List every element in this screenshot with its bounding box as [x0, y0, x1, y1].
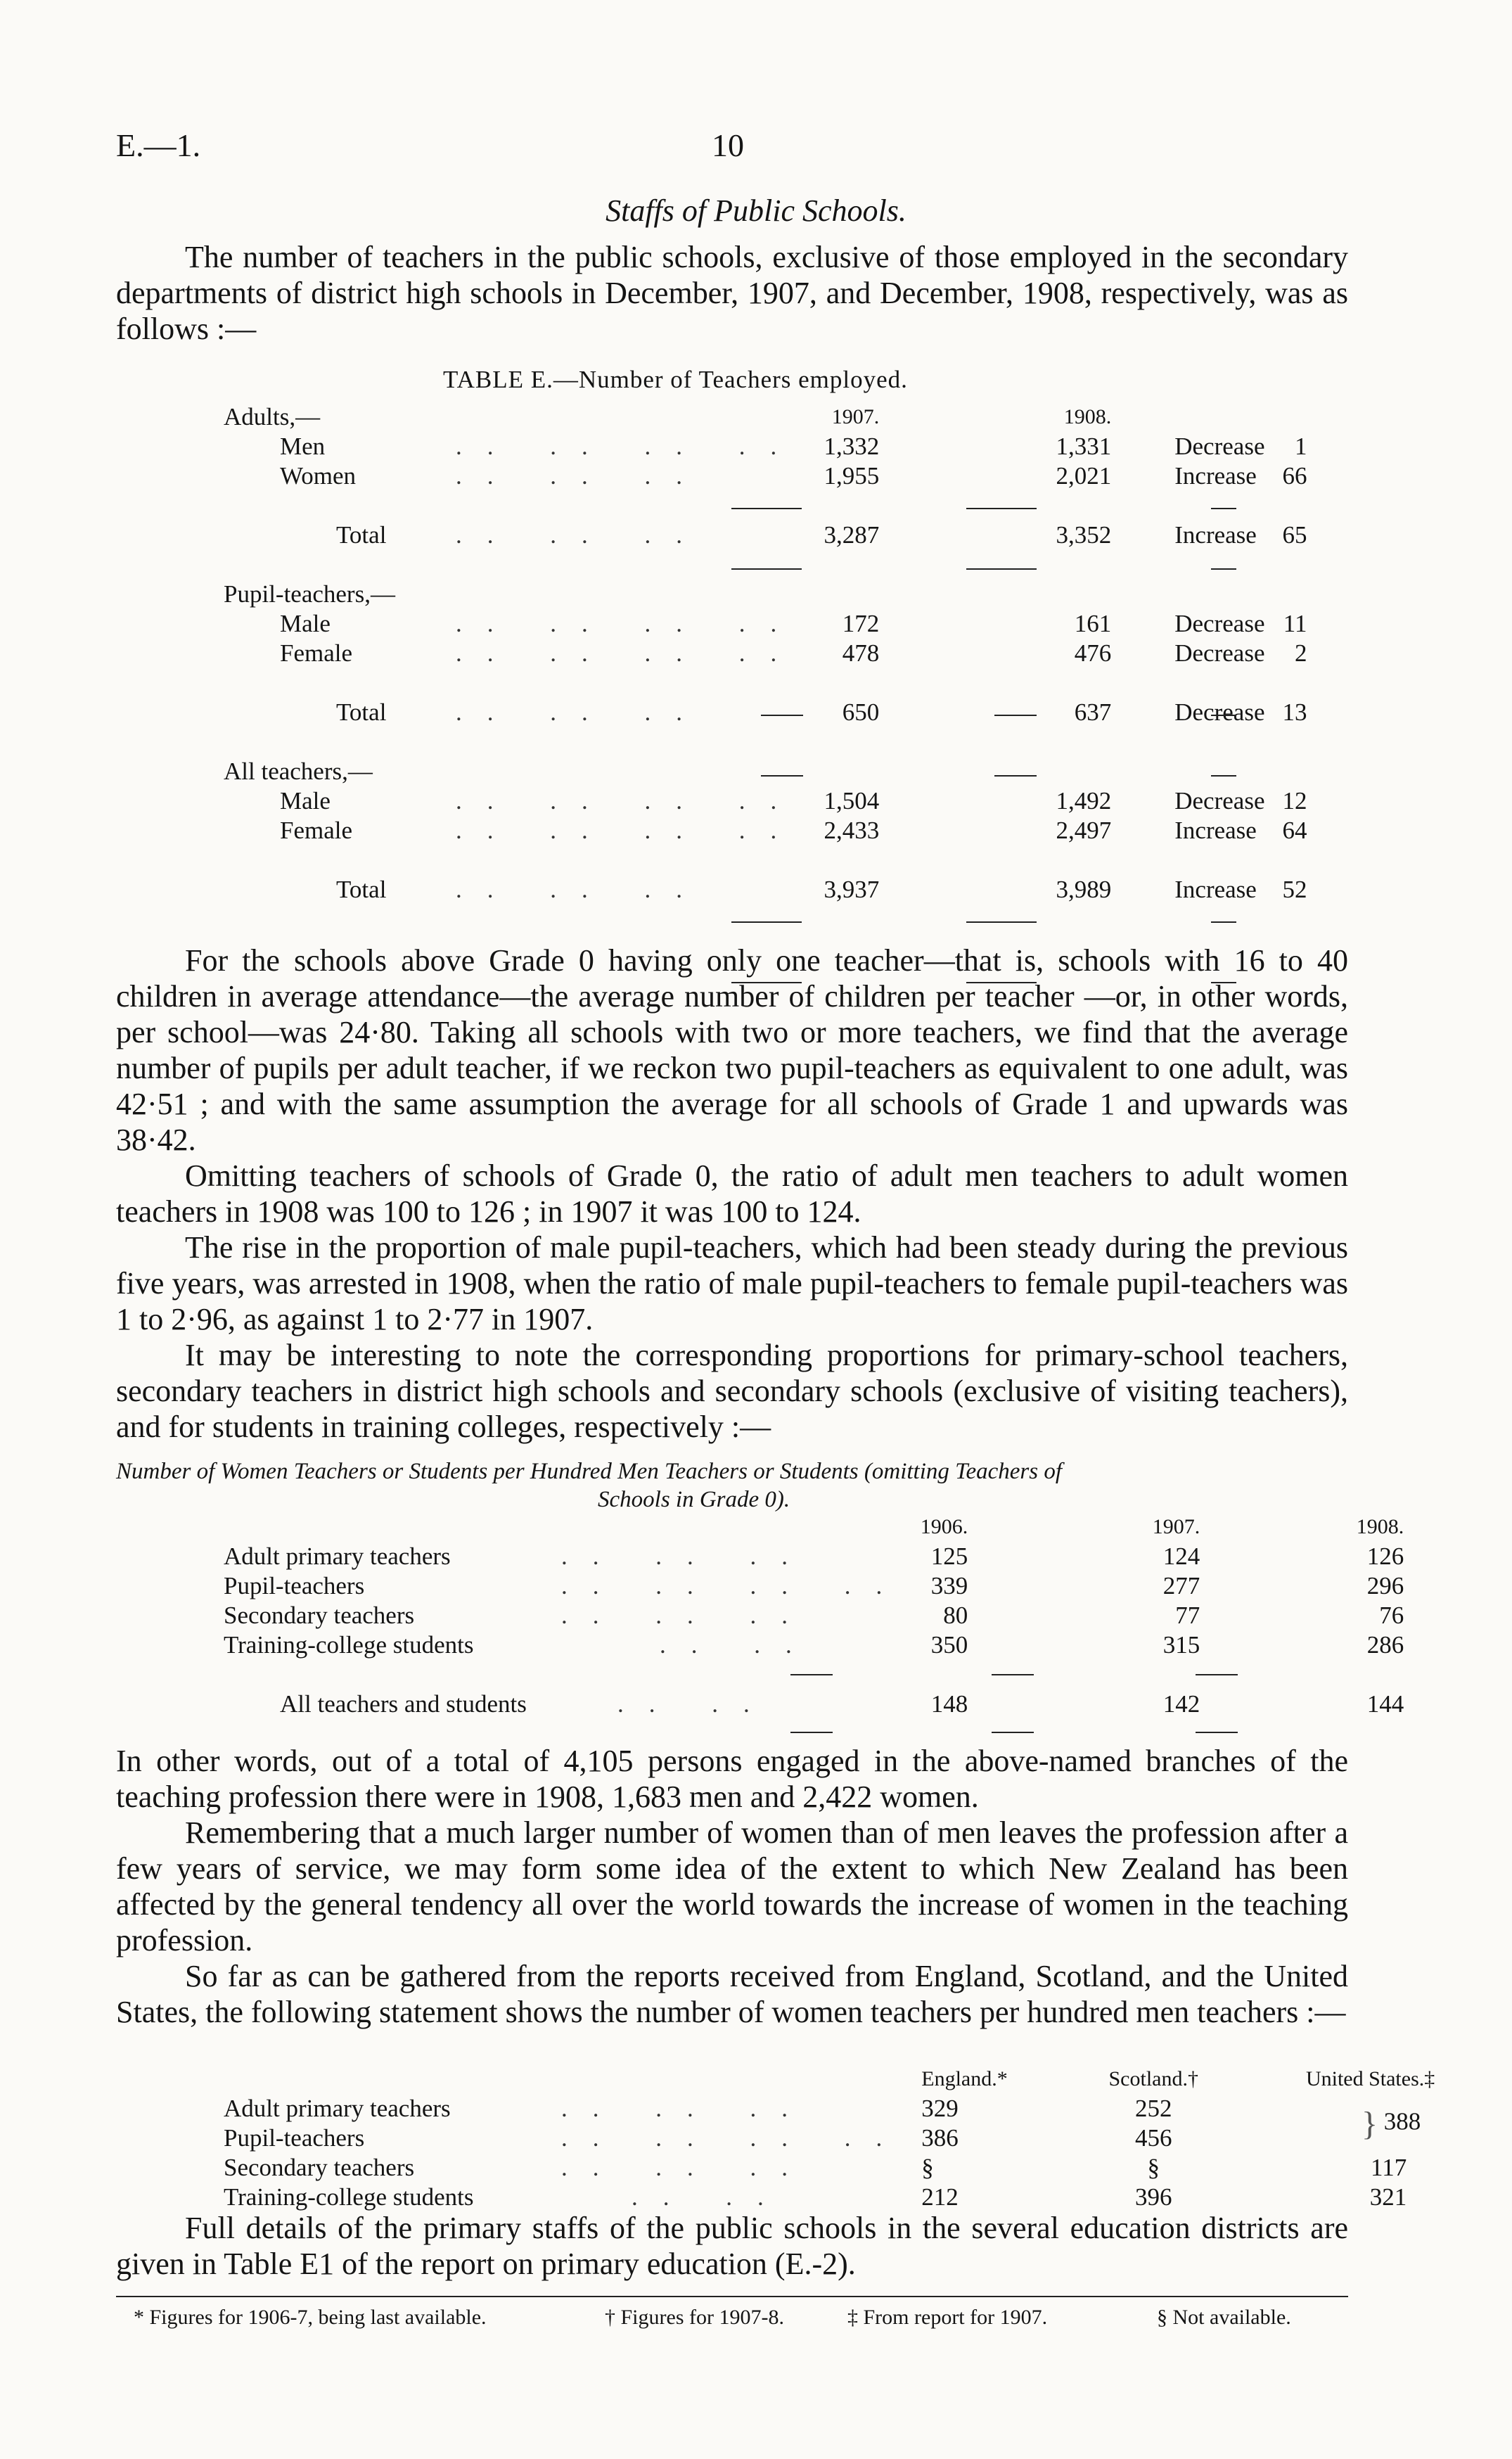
table-row: Female .. .. .. .. 478 476 Decrease 2 [224, 639, 1307, 668]
row-label: Female [280, 817, 353, 844]
table-rule [1211, 508, 1236, 509]
cell: 3,287 [824, 521, 880, 549]
row-label: Secondary teachers [224, 1602, 415, 1629]
table-row: Women .. .. .. 1,955 2,021 Increase 66 [224, 461, 1307, 491]
table-rule [992, 1674, 1034, 1675]
section-title: Staffs of Public Schools. [606, 193, 906, 228]
table-row: Pupil-teachers .. .. .. .. 339 277 296 [224, 1572, 1404, 1599]
table-e-heading: Pupil-teachers,— [224, 580, 395, 608]
paragraph-averages: For the schools above Grade 0 having only one teacher—that is, schools with 16 to 40 children in average attendance—the average number of children per teacher —or, in other words, per school—was 24·80. Taking all schools with two or more teachers, we find that the average number of pupils per adult teacher, if we reckon two pupil-teachers as equivalent to one adult, was 42·51 ; and with the same assumption the average for all schools of Grade 1 and upwards was 38·42. [116, 943, 1348, 1157]
cell: 3,352 [1056, 521, 1112, 549]
cell: 125 [930, 1543, 968, 1570]
cell: 388 [1383, 2107, 1421, 2135]
row-label: Men [280, 433, 326, 460]
table-rule [1211, 715, 1236, 716]
cell: 476 [1074, 639, 1112, 667]
cell: 3,989 [1056, 876, 1112, 903]
ratio-table-caption: Number of Women Teachers or Students per Hundred Men Teachers or Students (omitting Teachers of [116, 1459, 1063, 1484]
row-label: Pupil-teachers [224, 1572, 365, 1599]
cell: 1,504 [824, 787, 880, 815]
cell: 66 [1282, 462, 1307, 490]
table-row: Training-college students .. .. 212 396 321 [224, 2183, 1435, 2212]
cell: Decrease [1174, 787, 1265, 815]
table-row: Secondary teachers .. .. .. § § 117 [224, 2153, 1435, 2183]
table-rule [761, 775, 803, 777]
table-e-caption: TABLE E.—Number of Teachers employed. [443, 366, 908, 393]
row-label: Total [336, 876, 387, 903]
row-label: All teachers and students [280, 1690, 527, 1718]
footnote-rule [116, 2296, 1348, 2297]
cell: 478 [842, 639, 880, 667]
table-rule [790, 1732, 833, 1733]
row-label: Training-college students [224, 2183, 474, 2211]
table-row: Training-college students .. .. 350 315 286 [224, 1631, 1404, 1659]
closing-paragraph: Full details of the primary staffs of the public schools in the several education districts are given in Table E1 of the report on primary education (E.-2). [116, 2211, 1348, 2281]
row-label: Female [280, 639, 353, 667]
page-number: 10 [712, 127, 744, 163]
paragraph-proportions: It may be interesting to note the corresponding proportions for primary-school teachers, secondary teachers in district high schools and secondary schools (exclusive of visiting teachers), and for students in training colleges, respectively :— [116, 1338, 1348, 1444]
footnote-england: * Figures for 1906-7, being last available. [134, 2306, 487, 2329]
ratio-table-caption-2: Schools in Grade 0). [598, 1487, 790, 1512]
cell: 64 [1282, 817, 1307, 844]
cell: 1,955 [824, 462, 880, 490]
cell-us-combined: } 388 [1361, 2104, 1421, 2142]
cell: 321 [1369, 2183, 1407, 2211]
paragraph-international: So far as can be gathered from the reports received from England, Scotland, and the United States, the following statement shows the number of women teachers per hundred men teachers :— [116, 1959, 1348, 2029]
table-rule [1196, 1732, 1238, 1733]
table-rule [1211, 568, 1236, 570]
cell: 350 [930, 1631, 968, 1659]
cell: 172 [842, 610, 880, 637]
table-row: Male .. .. .. .. 1,504 1,492 Decrease 12 [224, 786, 1307, 816]
paragraph-ratio: Omitting teachers of schools of Grade 0, the ratio of adult men teachers to adult women teachers in 1908 was 100 to 126 ; in 1907 it was 100 to 124. [116, 1158, 1348, 1229]
table-rule [1211, 775, 1236, 777]
table-row: Adult primary teachers .. .. .. 329 252 } 388 [224, 2094, 1435, 2123]
cell: 65 [1282, 521, 1307, 549]
table-rule [731, 568, 802, 570]
cell: 148 [930, 1690, 968, 1718]
table-row: Pupil-teachers .. .. .. .. 386 456 [224, 2123, 1435, 2153]
cell: Increase [1174, 462, 1257, 490]
table-row-total: Total .. .. .. 3,287 3,352 Increase 65 [224, 520, 1307, 550]
paragraph-pupil-teachers: The rise in the proportion of male pupil-teachers, which had been steady during the previous five years, was arrested in 1908, when the ratio of male pupil-teachers to female pupil-teachers was 1 to 2·96, as against 1 to 2·77 in 1907. [116, 1230, 1348, 1336]
row-label: Male [280, 610, 331, 637]
table-rule [1196, 1674, 1238, 1675]
table-row: Female .. .. .. .. 2,433 2,497 Increase 64 [224, 816, 1307, 845]
table-rule [731, 508, 802, 509]
row-label: Women [280, 462, 356, 490]
cell: 296 [1366, 1572, 1404, 1599]
table-row-total: Total .. .. .. 650 637 Decrease 13 [224, 698, 1307, 727]
cell: 2,497 [1056, 817, 1112, 844]
col-1908: 1908. [1356, 1515, 1404, 1538]
table-row: Adult primary teachers .. .. .. 125 124 126 [224, 1543, 1404, 1570]
cell: 329 [921, 2095, 959, 2122]
col-scotland: Scotland.† [1108, 2067, 1198, 2090]
footnote-scotland: † Figures for 1907-8. [605, 2306, 784, 2329]
table-rule [761, 715, 803, 716]
cell: § [1147, 2154, 1160, 2181]
cell: 252 [1135, 2095, 1172, 2122]
cell: 650 [842, 698, 880, 726]
table-row-total: All teachers and students .. .. 148 142 144 [224, 1690, 1404, 1719]
cell: 76 [1379, 1602, 1404, 1629]
table-rule [790, 1674, 833, 1675]
col-1906: 1906. [920, 1515, 968, 1538]
cell: 1,492 [1056, 787, 1112, 815]
cell: 2,021 [1056, 462, 1112, 490]
row-label: Male [280, 787, 331, 815]
table-rule [994, 715, 1037, 716]
col-1907: 1907. [831, 405, 880, 428]
cell: 11 [1283, 610, 1307, 637]
table-rule [966, 568, 1037, 570]
cell: 142 [1162, 1690, 1200, 1718]
row-label: Pupil-teachers [224, 2124, 365, 2152]
cell: Decrease [1174, 610, 1265, 637]
cell: 637 [1074, 698, 1112, 726]
row-label: Total [336, 698, 387, 726]
cell: 212 [921, 2183, 959, 2211]
row-label: Training-college students [224, 1631, 474, 1659]
cell: 2 [1294, 639, 1307, 667]
cell: 456 [1135, 2124, 1172, 2152]
cell: 117 [1371, 2154, 1407, 2181]
col-1908: 1908. [1063, 405, 1112, 428]
table-e [224, 402, 1307, 905]
cell: Increase [1174, 521, 1257, 549]
cell: Decrease [1174, 639, 1265, 667]
footnote-not-available: § Not available. [1157, 2306, 1291, 2329]
col-england: England.* [921, 2067, 1008, 2090]
table-row: Men .. .. .. .. 1,332 1,331 Decrease 1 [224, 432, 1307, 461]
cell: 277 [1162, 1572, 1200, 1599]
table-rule [994, 775, 1037, 777]
footnote-united-states: ‡ From report for 1907. [847, 2306, 1048, 2329]
cell: Increase [1174, 817, 1257, 844]
cell: 161 [1074, 610, 1112, 637]
table-e-heading: Adults,— [224, 403, 321, 430]
table-rule [966, 508, 1037, 509]
cell: Decrease [1174, 433, 1265, 460]
cell: 396 [1135, 2183, 1172, 2211]
cell: 13 [1282, 698, 1307, 726]
cell: 77 [1175, 1602, 1200, 1629]
col-1907: 1907. [1152, 1515, 1200, 1538]
row-label: Total [336, 521, 387, 549]
table-row: Secondary teachers .. .. .. 80 77 76 [224, 1602, 1404, 1629]
table-rule [992, 1732, 1034, 1733]
row-label: Secondary teachers [224, 2154, 415, 2181]
country-table [224, 2064, 1435, 2212]
cell: 386 [921, 2124, 959, 2152]
intro-paragraph: The number of teachers in the public schools, exclusive of those employed in the secondary departments of district high schools in December, 1907, and December, 1908, respectively, was as follows :— [116, 240, 1348, 346]
table-rule [731, 921, 802, 923]
cell: 1,331 [1056, 433, 1112, 460]
cell: Decrease [1174, 698, 1265, 726]
document-reference: E.—1. [116, 127, 201, 163]
cell: 2,433 [824, 817, 880, 844]
table-e-heading: All teachers,— [224, 758, 373, 785]
cell: 12 [1282, 787, 1307, 815]
row-label: Adult primary teachers [224, 1543, 451, 1570]
table-rule [966, 921, 1037, 923]
cell: 3,937 [824, 876, 880, 903]
cell: 126 [1366, 1543, 1404, 1570]
cell: 80 [943, 1602, 968, 1629]
paragraph-totals: In other words, out of a total of 4,105 persons engaged in the above-named branches of the teaching profession there were in 1908, 1,683 men and 2,422 women. [116, 1744, 1348, 1814]
cell: 286 [1366, 1631, 1404, 1659]
col-united-states: United States.‡ [1305, 2067, 1435, 2090]
cell: 144 [1366, 1690, 1404, 1718]
cell: 339 [930, 1572, 968, 1599]
cell: 124 [1162, 1543, 1200, 1570]
table-rule [1211, 921, 1236, 923]
cell: 52 [1282, 876, 1307, 903]
table-row: Male .. .. .. .. 172 161 Decrease 11 [224, 609, 1307, 639]
cell: Increase [1174, 876, 1257, 903]
cell: 1 [1294, 433, 1307, 460]
table-row-total: Total .. .. .. 3,937 3,989 Increase 52 [224, 875, 1307, 905]
cell: 1,332 [824, 433, 880, 460]
row-label: Adult primary teachers [224, 2095, 451, 2122]
cell: 315 [1162, 1631, 1200, 1659]
paragraph-tendency: Remembering that a much larger number of women than of men leaves the profession after a few years of service, we may form some idea of the extent to which New Zealand has been affected by the general tendency all over the world towards the increase of women in the teaching profession. [116, 1815, 1348, 1957]
cell: § [921, 2154, 934, 2181]
ratio-table [224, 1512, 1404, 1719]
